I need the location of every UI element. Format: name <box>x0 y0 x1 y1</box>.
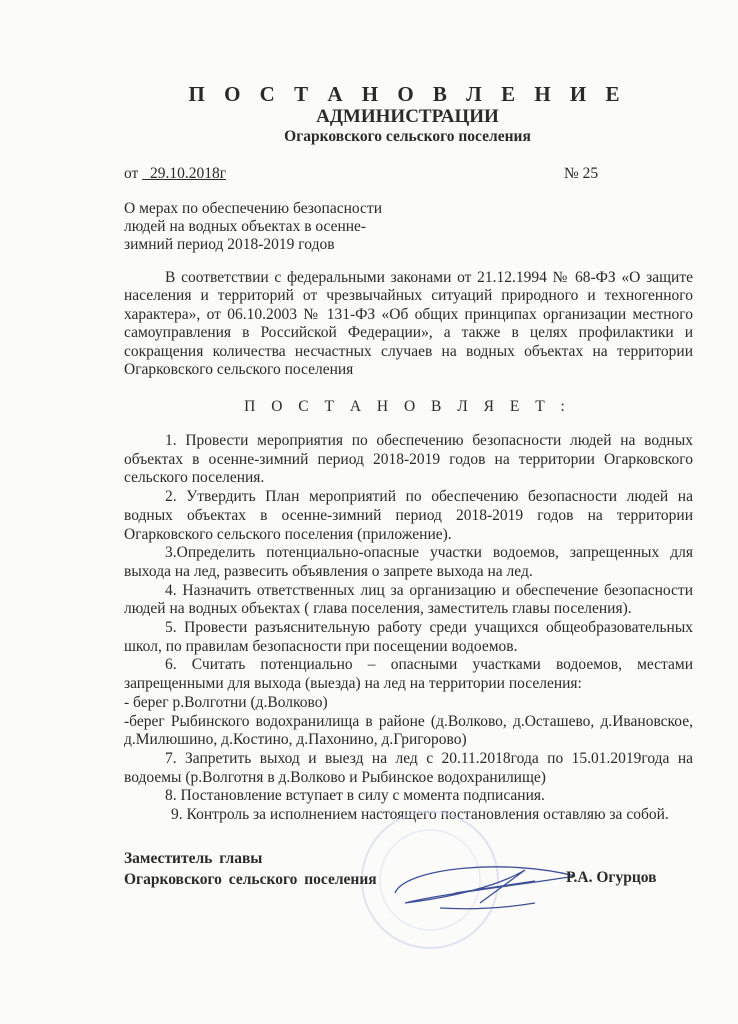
document-number: № 25 <box>564 165 599 182</box>
subject-line: людей на водных объектах в осенне- <box>124 218 367 235</box>
decree-item: 5. Провести разъяснительную работу среди учащихся общеобразовательных школ, по правилам безопасности при посещении водоемов. <box>124 619 693 655</box>
decree-subitem: -берег Рыбинского водохранилища в районе (д.Волково, д.Осташево, д.Ивановское, д.Милюшино, д.Костино, д.Пахонино, д.Григорово) <box>124 712 693 749</box>
decree-item: 1. Провести мероприятия по обеспечению безопасности людей на водных объектах в осенне-зимний период 2018-2019 годов на территории Огарковского сельского поселения. <box>124 432 693 487</box>
date-value: _29.10.2018г <box>142 165 227 182</box>
date-prefix: от <box>124 165 143 182</box>
decree-item: 3.Определить потенциально-опасные участки водоемов, запрещенных для выхода на лед, развесить объявления о запрете выхода на лед. <box>124 544 693 580</box>
decree-item: 6. Считать потенциально – опасными участками водоемов, местами запрещенными для выхода (выезда) на лед на территории поселения: <box>124 656 693 693</box>
handwritten-signature <box>385 848 585 918</box>
decree-item: 9. Контроль за исполнением настоящего постановления оставляю за собой. <box>171 806 669 824</box>
preamble-paragraph: В соответствии с федеральными законами от 21.12.1994 № 68-ФЗ «О защите населения и территорий от чрезвычайных ситуаций природного и техногенного характера», от 06.10.2003 № 131-ФЗ «Об общих принципах организации местного самоуправления в Российской Федерации», а также в целях профилактики и сокращения количества несчастных случаев на водных объектах на территории Огарковского сельского поселения <box>124 269 693 379</box>
decree-item: 8. Постановление вступает в силу с момента подписания. <box>165 787 545 805</box>
document-subtitle: АДМИНИСТРАЦИИ <box>316 106 499 127</box>
organization-name: Огарковского сельского поселения <box>284 128 531 145</box>
signatory-name: Р.А. Огурцов <box>566 869 657 886</box>
document-date <box>124 165 226 183</box>
subject-line: зимний период 2018-2019 годов <box>124 236 335 253</box>
signature-position-line: Заместитель главы <box>124 850 263 867</box>
decree-item: 4. Назначить ответственных лиц за организацию и обеспечение безопасности людей на водных объектах ( глава поселения, заместитель главы поселения). <box>124 581 693 618</box>
subject-line: О мерах по обеспечению безопасности <box>124 200 382 217</box>
decree-item: 7. Запретить выход и выезд на лед с 20.11.2018года по 15.01.2019года на водоемы (р.Волготня в д.Волково и Рыбинское водохранилище) <box>124 749 693 786</box>
decree-heading: П О С Т А Н О В Л Я Е Т : <box>244 398 571 415</box>
decree-items <box>124 432 693 825</box>
decree-item: 2. Утвердить План мероприятий по обеспечению безопасности людей на водных объектах в осенне-зимний период 2018-2019 годов на территории Огарковского сельского поселения (приложение). <box>124 488 693 543</box>
document-subject <box>124 200 404 254</box>
decree-subitem: - берег р.Волготни (д.Волково) <box>124 693 328 711</box>
signature-position <box>124 848 377 890</box>
document-title: П О С Т А Н О В Л Е Н И Е <box>188 82 627 106</box>
signature-position-line: Огарковского сельского поселения <box>124 871 377 888</box>
preamble <box>124 269 693 379</box>
